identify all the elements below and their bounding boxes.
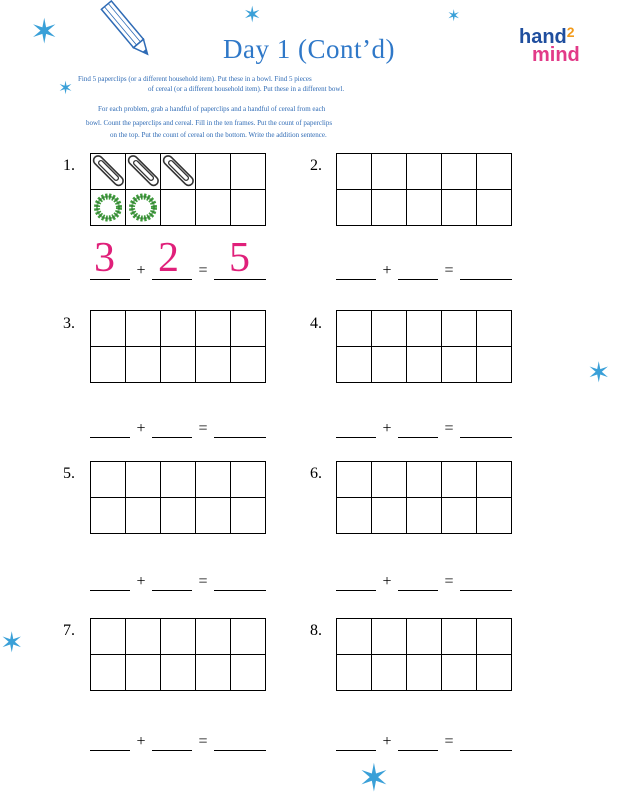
ten-frame-cell[interactable] [442,311,477,347]
ten-frame-cell[interactable] [372,190,407,226]
instruction-line: Find 5 paperclips (or a different household item). Put these in a bowl. Find 5 pieces [78,75,312,83]
ten-frame-cell[interactable] [477,462,512,498]
ten-frame-cell[interactable] [231,190,266,226]
plus-sign: + [136,420,146,437]
sum-blank[interactable] [214,576,266,591]
ten-frame-cell[interactable] [442,619,477,655]
ten-frame-cell[interactable] [477,311,512,347]
equals-sign: = [444,262,454,279]
problem-number: 2. [310,157,322,174]
star-icon: ✶ [587,358,611,389]
ten-frame-cell[interactable] [126,462,161,498]
ten-frame-cell[interactable] [372,462,407,498]
ten-frame-cell[interactable] [372,154,407,190]
ten-frame-cell[interactable] [161,154,196,190]
ten-frame-cell[interactable] [161,347,196,383]
ten-frame-cell[interactable] [91,347,126,383]
ten-frame-cell[interactable] [196,498,231,534]
ten-frame-cell[interactable] [337,619,372,655]
paperclip-icon [161,154,195,189]
star-icon: ✶ [447,8,461,25]
plus-sign: + [382,262,392,279]
ten-frame-cell[interactable] [407,190,442,226]
equals-sign: = [198,420,208,437]
addend-blank[interactable] [152,576,192,591]
ten-frame-cell[interactable] [337,154,372,190]
ten-frame-cell[interactable] [126,311,161,347]
ten-frame[interactable] [336,153,512,226]
ten-frame-cell[interactable] [372,347,407,383]
ten-frame[interactable] [90,310,266,383]
star-icon: ✶ [30,14,59,51]
ten-frame-cell[interactable] [126,190,161,226]
ten-frame-cell[interactable] [337,347,372,383]
ten-frame-cell[interactable] [442,347,477,383]
ten-frame-cell[interactable] [372,498,407,534]
addition-sentence[interactable] [336,262,512,280]
plus-sign: + [136,262,146,279]
ten-frame[interactable] [90,153,266,226]
ten-frame-cell[interactable] [477,655,512,691]
addition-sentence[interactable] [90,573,266,591]
handwritten-answer: 2 [158,235,179,281]
addition-sentence[interactable] [90,420,266,438]
addend-blank[interactable] [90,736,130,751]
ten-frame-cell[interactable] [231,655,266,691]
ten-frame-cell[interactable] [196,619,231,655]
ten-frame-cell[interactable] [231,498,266,534]
ten-frame-cell[interactable] [231,347,266,383]
problem-number: 7. [63,622,75,639]
addend-blank[interactable] [336,576,376,591]
equals-sign: = [444,573,454,590]
ten-frame-cell[interactable] [91,154,126,190]
ten-frame-cell[interactable] [231,619,266,655]
addend-blank[interactable] [398,576,438,591]
equals-sign: = [444,420,454,437]
star-icon: ✶ [58,78,74,98]
equals-sign: = [198,573,208,590]
ten-frame-cell[interactable] [442,190,477,226]
ten-frame-cell[interactable] [161,462,196,498]
ten-frame-cell[interactable] [231,154,266,190]
sum-blank[interactable] [214,736,266,751]
paperclip-icon [91,154,125,189]
sum-blank[interactable] [460,423,512,438]
plus-sign: + [382,733,392,750]
ten-frame-cell[interactable] [442,154,477,190]
instruction-line: of cereal (or a different household item). Put these in a different bowl. [148,85,345,93]
ten-frame[interactable] [336,310,512,383]
sum-blank[interactable] [460,265,512,280]
ten-frame-cell[interactable] [337,498,372,534]
cereal-ring-icon [91,190,125,225]
equals-sign: = [198,262,208,279]
star-icon: ✶ [243,2,262,27]
ten-frame-cell[interactable] [126,655,161,691]
addend-blank[interactable] [90,423,130,438]
sum-blank[interactable] [460,576,512,591]
addition-sentence[interactable] [336,420,512,438]
ten-frame-cell[interactable] [91,311,126,347]
ten-frame[interactable] [90,618,266,691]
ten-frame-cell[interactable] [196,190,231,226]
star-icon: ✶ [358,758,390,800]
ten-frame-cell[interactable] [161,619,196,655]
addend-blank[interactable] [336,423,376,438]
addend-blank[interactable] [336,265,376,280]
ten-frame-cell[interactable] [126,619,161,655]
ten-frame-cell[interactable] [196,655,231,691]
sum-blank[interactable] [214,423,266,438]
ten-frame-cell[interactable] [91,619,126,655]
addend-blank[interactable] [152,736,192,751]
cereal-ring-icon [126,190,160,225]
ten-frame-cell[interactable] [161,311,196,347]
ten-frame-cell[interactable] [161,498,196,534]
ten-frame-cell[interactable] [477,498,512,534]
ten-frame-cell[interactable] [372,655,407,691]
ten-frame-cell[interactable] [477,154,512,190]
problem-number: 8. [310,622,322,639]
handwritten-answer: 5 [229,235,250,281]
ten-frame-cell[interactable] [407,498,442,534]
ten-frame-cell[interactable] [126,498,161,534]
ten-frame[interactable] [90,461,266,534]
instruction-line: bowl. Count the paperclips and cereal. Fill in the ten frames. Put the count of paperclips [86,119,333,127]
ten-frame-cell[interactable] [477,190,512,226]
addend-blank[interactable] [398,423,438,438]
ten-frame-cell[interactable] [477,347,512,383]
ten-frame-cell[interactable] [196,347,231,383]
ten-frame-cell[interactable] [161,190,196,226]
equals-sign: = [198,733,208,750]
ten-frame-cell[interactable] [196,311,231,347]
problem-number: 5. [63,465,75,482]
equals-sign: = [444,733,454,750]
plus-sign: + [136,733,146,750]
ten-frame-cell[interactable] [337,462,372,498]
addend-blank[interactable] [152,423,192,438]
ten-frame-cell[interactable] [196,462,231,498]
addition-sentence[interactable] [336,733,512,751]
problem-number: 6. [310,465,322,482]
ten-frame-cell[interactable] [161,655,196,691]
paperclip-icon [126,154,160,189]
ten-frame-cell[interactable] [337,311,372,347]
addition-sentence[interactable] [90,733,266,751]
addend-blank[interactable] [398,736,438,751]
handwritten-answer: 3 [94,235,115,281]
ten-frame-cell[interactable] [407,619,442,655]
ten-frame-cell[interactable] [372,311,407,347]
plus-sign: + [382,573,392,590]
instruction-line: on the top. Put the count of cereal on the bottom. Write the addition sentence. [110,131,327,139]
addition-sentence[interactable] [336,573,512,591]
ten-frame-cell[interactable] [407,462,442,498]
problem-number: 3. [63,315,75,332]
sum-blank[interactable] [460,736,512,751]
ten-frame[interactable] [336,618,512,691]
ten-frame-cell[interactable] [91,498,126,534]
ten-frame-cell[interactable] [91,462,126,498]
ten-frame-cell[interactable] [442,655,477,691]
instruction-line: For each problem, grab a handful of paperclips and a handful of cereal from each [98,105,326,113]
ten-frame-cell[interactable] [126,154,161,190]
brand-logo: hand$^2$ mind [519,24,580,66]
ten-frame-cell[interactable] [372,619,407,655]
page-title: Day 1 (Cont’d) [223,34,395,64]
ten-frame-cell[interactable] [231,462,266,498]
problem-number: 4. [310,315,322,332]
ten-frame-cell[interactable] [337,655,372,691]
ten-frame-cell[interactable] [407,347,442,383]
problem-number: 1. [63,157,75,174]
ten-frame-cell[interactable] [442,498,477,534]
ten-frame-cell[interactable] [91,655,126,691]
plus-sign: + [136,573,146,590]
ten-frame-cell[interactable] [196,154,231,190]
ten-frame-cell[interactable] [126,347,161,383]
addend-blank[interactable] [336,736,376,751]
ten-frame-cell[interactable] [337,190,372,226]
ten-frame-cell[interactable] [442,462,477,498]
ten-frame-cell[interactable] [407,154,442,190]
ten-frame-cell[interactable] [231,311,266,347]
addend-blank[interactable] [398,265,438,280]
ten-frame-cell[interactable] [407,311,442,347]
ten-frame-cell[interactable] [477,619,512,655]
ten-frame[interactable] [336,461,512,534]
ten-frame-cell[interactable] [91,190,126,226]
ten-frame-cell[interactable] [407,655,442,691]
star-icon: ✶ [0,628,24,659]
plus-sign: + [382,420,392,437]
addend-blank[interactable] [90,576,130,591]
